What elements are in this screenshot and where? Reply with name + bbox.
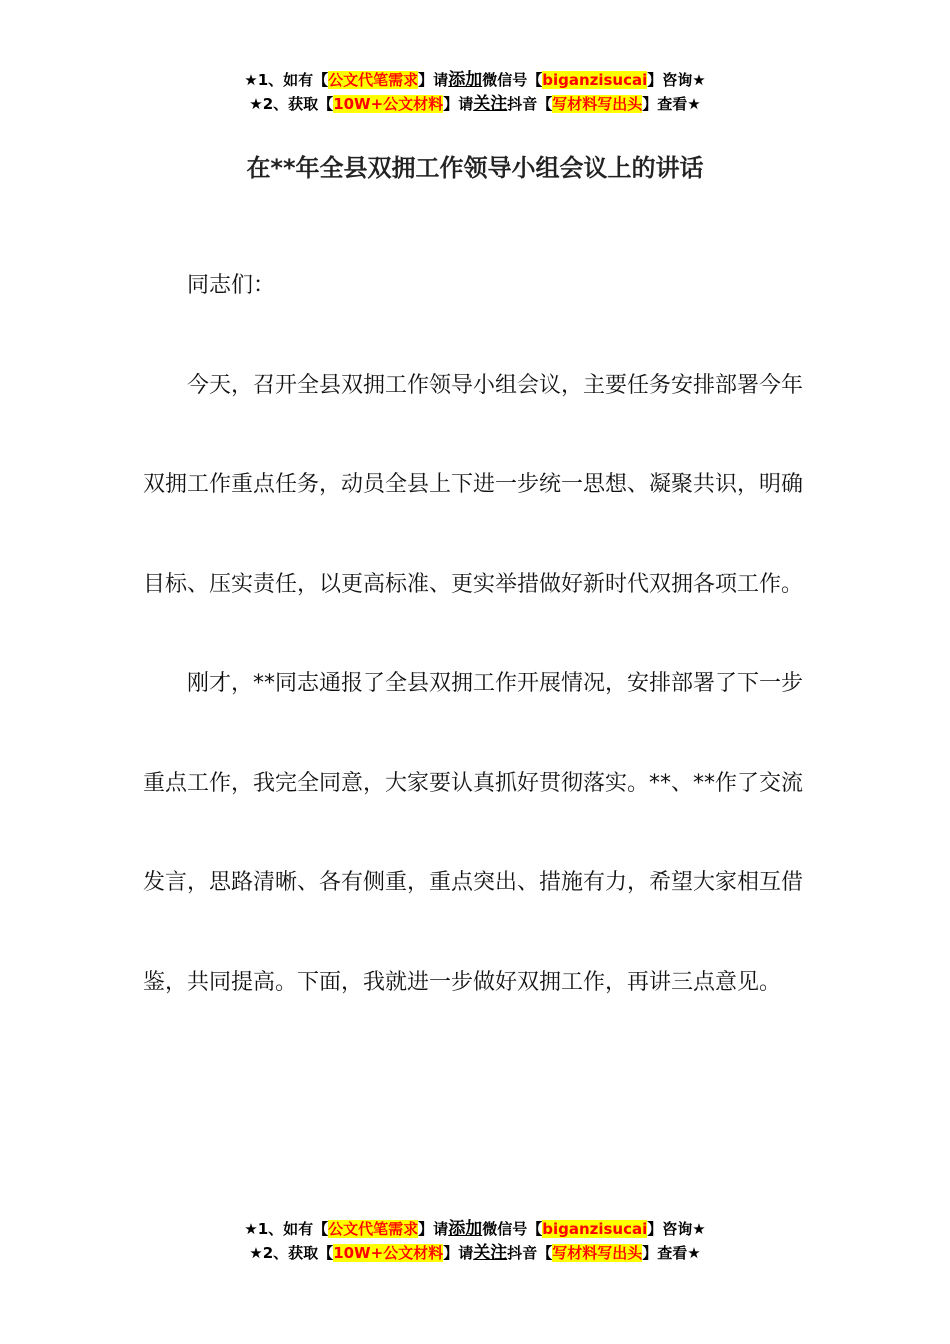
wechat-id-highlight: biganzisucai [542,71,648,89]
douyin-id-highlight: 写材料写出头 [552,1244,643,1262]
emphasis-text: 关注 [473,94,508,114]
bottom-banner [0,1217,950,1265]
service-highlight: 公文代笔需求 [328,1220,419,1238]
document-body [143,236,803,1032]
body-paragraph: 刚才，**同志通报了全县双拥工作开展情况，安排部署了下一步重点工作，我完全同意，大家要认真抓好贯彻落实。**、**作了交流发言，思路清晰、各有侧重，重点突出、措施有力，希望大家相互借鉴，共同提高。下面，我就进一步做好双拥工作，再讲三点意见。 [143,671,804,995]
banner-line-1: ★1、如有【公文代笔需求】请添加微信号【biganzisucai】咨询★ [244,70,706,90]
service-highlight: 公文代笔需求 [328,71,419,89]
banner-line-2: ★2、获取【10W+公文材料】请关注抖音【写材料写出头】查看★ [249,1243,701,1263]
emphasis-text: 添加 [448,70,483,90]
wechat-id-highlight: biganzisucai [542,1220,648,1238]
top-banner [0,68,950,116]
emphasis-text: 添加 [448,1219,483,1239]
banner-line-1: ★1、如有【公文代笔需求】请添加微信号【biganzisucai】咨询★ [244,1219,706,1239]
materials-highlight: 10W+公文材料 [333,1244,444,1262]
body-paragraph: 今天，召开全县双拥工作领导小组会议，主要任务安排部署今年双拥工作重点任务，动员全县上下进一步统一思想、凝聚共识，明确目标、压实责任，以更高标准、更实举措做好新时代双拥各项工作。 [143,372,804,597]
emphasis-text: 关注 [473,1243,508,1263]
douyin-id-highlight: 写材料写出头 [552,95,643,113]
materials-highlight: 10W+公文材料 [333,95,444,113]
salutation-paragraph: 同志们： [187,273,276,298]
banner-line-2: ★2、获取【10W+公文材料】请关注抖音【写材料写出头】查看★ [249,94,701,114]
document-title: 在**年全县双拥工作领导小组会议上的讲话 [246,154,704,182]
